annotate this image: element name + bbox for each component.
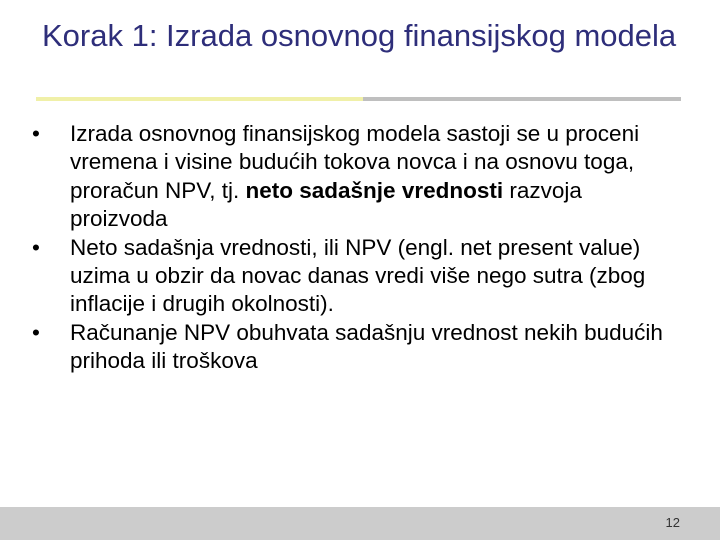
bullet-bold-term: neto sadašnje vrednosti: [245, 177, 504, 203]
bullet-marker: •: [32, 319, 40, 345]
bullet-text-end: razvoja proizvoda: [70, 177, 582, 232]
page-number: 12: [665, 515, 680, 530]
bullet-text: Neto sadašnja vrednosti, ili NPV (engl. net present value) uzima u obzir da novac danas vredi više nego sutra (zbog inflacije i drugih okolnosti).: [70, 234, 646, 317]
bullet-marker: •: [32, 121, 40, 146]
bullet-item-npv-model: [22, 120, 682, 234]
bullet-text: Računanje NPV obuhvata sadašnju vrednost nekih budućih prihoda ili troškova: [70, 319, 663, 374]
bullet-item-npv-calculation: [22, 319, 682, 376]
bullet-item-npv-definition: [22, 234, 682, 319]
footer-bar: [0, 507, 720, 540]
bullet-list: [22, 120, 682, 376]
bullet-marker: •: [32, 234, 40, 260]
title-divider-accent: [36, 97, 363, 101]
slide-title: Korak 1: Izrada osnovnog finansijskog modela: [42, 18, 677, 53]
bullet-text: Izrada osnovnog finansijskog modela sastoji se u proceni vremena i visine budućih tokova novca i na osnovu toga, proračun NPV, tj.: [70, 121, 640, 203]
